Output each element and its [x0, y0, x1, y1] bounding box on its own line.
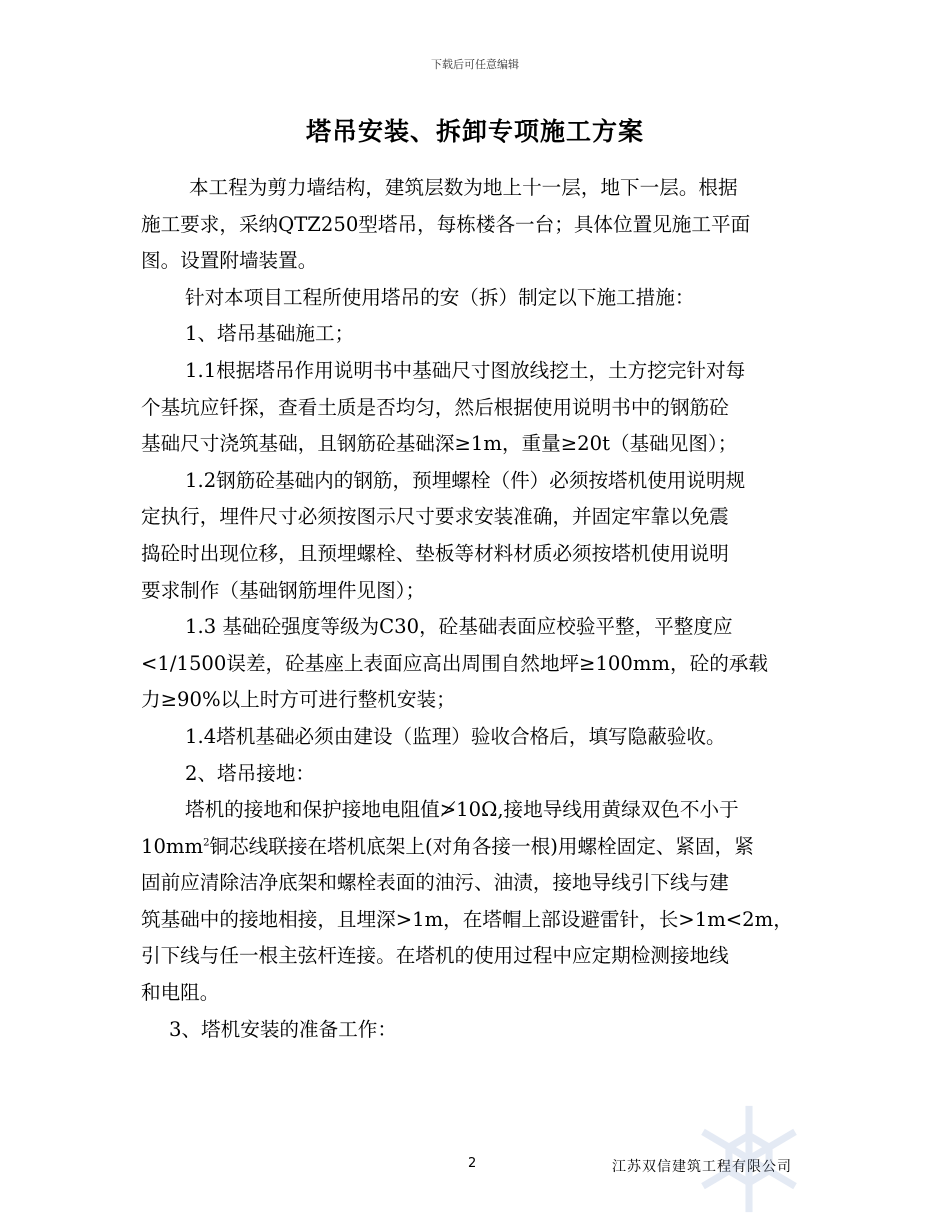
body-line: 引下线与任一根主弦杆连接。在塔机的使用过程中应定期检测接地线 [141, 944, 729, 968]
body-line: 筑基础中的接地相接，且埋深>1m，在塔帽上部设避雷针，长>1m<2m， [141, 907, 793, 931]
body-line: 本工程为剪力墙结构，建筑层数为地上十一层，地下一层。根据 [189, 176, 738, 199]
body-line: 个基坑应钎探，查看土质是否均匀，然后根据使用说明书中的钢筋砼 [141, 395, 729, 419]
body-line: 1.1根据塔吊作用说明书中基础尺寸图放线挖土，土方挖完针对每 [185, 358, 746, 382]
body-line: 1.4塔机基础必须由建设（监理）验收合格后，填写隐蔽验收。 [185, 724, 726, 748]
snowflake-watermark-icon [690, 1100, 808, 1218]
body-line: 施工要求，采纳QTZ250型塔吊，每栋楼各一台；具体位置见施工平面 [141, 212, 751, 236]
body-line: 基础尺寸浇筑基础，且钢筋砼基础深≥1m，重量≥20t（基础见图）； [141, 432, 738, 456]
body-line: 1.3 基础砼强度等级为C30，砼基础表面应校验平整，平整度应 [185, 615, 733, 639]
body-text: 10mm [141, 834, 204, 858]
page-number: 2 [468, 1156, 477, 1171]
company-name: 江苏双信建筑工程有限公司 [612, 1159, 792, 1175]
body-line: 图。设置附墙装置。 [141, 249, 318, 273]
body-line: 1.2钢筋砼基础内的钢筋，预埋螺栓（件）必须按塔机使用说明规 [185, 468, 746, 492]
header-note: 下载后可任意编辑 [431, 58, 519, 71]
body-line: <1/1500误差，砼基座上表面应高出周围自然地坪≥100mm，砼的承载 [141, 651, 768, 675]
body-line: 固前应清除洁净底架和螺栓表面的油污、油渍，接地导线引下线与建 [141, 871, 729, 895]
body-line: 1、塔吊基础施工； [185, 322, 355, 346]
body-line: 力≥90%以上时方可进行整机安装； [141, 688, 456, 712]
body-text: 铜芯线联接在塔机底架上(对角各接一根)用螺栓固定、紧固，紧 [209, 834, 754, 858]
body-line: 要求制作（基础钢筋埋件见图）； [141, 578, 426, 602]
body-line: 定执行，埋件尺寸必须按图示尺寸要求安装准确，并固定牢靠以免震 [141, 505, 729, 529]
body-line: 塔机的接地和保护接地电阻值≯10Ω,接地导线用黄绿双色不小于 [185, 798, 739, 822]
superscript: 2 [203, 837, 210, 849]
body-line: 捣砼时出现位移，且预埋螺栓、垫板等材料材质必须按塔机使用说明 [141, 541, 729, 565]
body-line: 3、塔机安装的准备工作： [169, 1017, 397, 1041]
body-line: 和电阻。 [141, 981, 220, 1005]
body-line: 2、塔吊接地： [185, 761, 316, 785]
body-line: 针对本项目工程所使用塔吊的安（拆）制定以下施工措施： [185, 285, 695, 309]
body-line [141, 829, 813, 866]
document-title: 塔吊安装、拆卸专项施工方案 [305, 117, 644, 146]
document-body [141, 170, 813, 1048]
